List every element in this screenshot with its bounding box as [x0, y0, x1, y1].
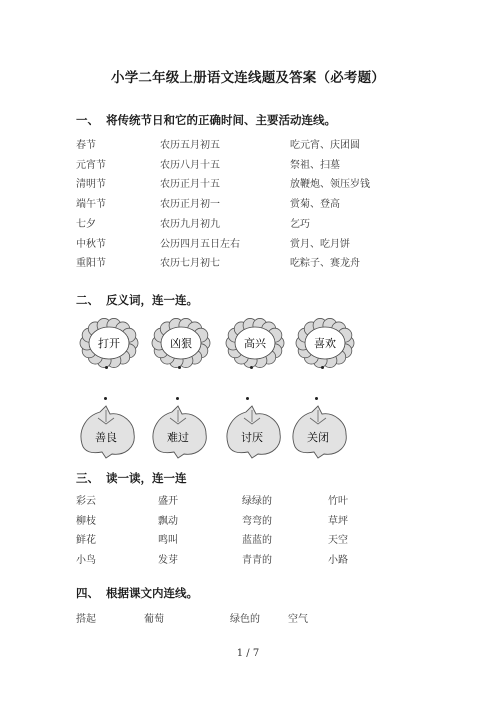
word-cell: 彩云 — [76, 496, 96, 507]
text-cell: 空气 — [288, 614, 308, 625]
text-cell: 搭起 — [76, 614, 96, 625]
flower-word-card — [148, 316, 214, 370]
festival-cell: 赏菊、登高 — [290, 199, 340, 211]
festival-cell: 重阳节 — [76, 258, 106, 270]
word-cell: 鸣叫 — [158, 535, 178, 546]
section-3-text: 读一读，连一连 — [106, 471, 187, 485]
connect-dot[interactable] — [178, 366, 181, 369]
leaf-word-card — [148, 400, 212, 460]
text-cell: 葡萄 — [144, 614, 164, 625]
festival-cell: 吃元宵、庆团圆 — [290, 140, 360, 151]
page-title: 小学二年级上册语文连线题及答案（必考题） — [111, 70, 385, 86]
word-cell: 蓝蓝的 — [242, 535, 272, 546]
leaf-word: 讨厌 — [241, 431, 263, 444]
section-1-heading — [76, 112, 336, 128]
festival-cell: 农历八月十五 — [160, 159, 220, 171]
word-cell: 盛开 — [158, 496, 178, 507]
flower-word-card — [292, 316, 358, 370]
festival-cell: 放鞭炮、领压岁钱 — [290, 179, 370, 191]
leaf-word: 善良 — [95, 431, 117, 444]
leaf-word-card — [222, 400, 286, 460]
festival-cell: 赏月、吃月饼 — [290, 238, 350, 250]
word-cell: 小路 — [328, 554, 348, 566]
connect-dot[interactable] — [321, 366, 324, 369]
section-4-number: 四、 — [76, 586, 99, 600]
text-cell: 绿色的 — [230, 614, 260, 625]
festival-cell: 清明节 — [76, 179, 106, 191]
word-cell: 天空 — [328, 535, 348, 546]
festival-cell: 农历五月初五 — [160, 140, 220, 151]
flower-word-card — [222, 316, 288, 370]
flower-word-card — [76, 316, 142, 370]
festival-cell: 元宵节 — [76, 159, 106, 171]
section-3-number: 三、 — [76, 471, 99, 485]
flower-word: 高兴 — [244, 337, 266, 350]
festival-cell: 春节 — [76, 140, 96, 151]
leaf-word: 关闭 — [307, 431, 329, 444]
section-1-text: 将传统节日和它的正确时间、主要活动连线。 — [106, 113, 336, 127]
festival-cell: 乞巧 — [290, 218, 310, 230]
word-cell: 草坪 — [328, 515, 348, 527]
section-2-text: 反义词，连一连。 — [106, 293, 198, 307]
festival-cell: 吃粽子、赛龙舟 — [290, 258, 360, 270]
word-cell: 弯弯的 — [242, 515, 272, 527]
festival-cell: 祭祖、扫墓 — [290, 159, 340, 171]
festival-cell: 农历正月十五 — [160, 179, 220, 191]
word-cell: 竹叶 — [328, 496, 348, 507]
festival-cell: 七夕 — [76, 218, 96, 230]
festival-cell: 端午节 — [76, 199, 106, 211]
festival-cell: 农历七月初七 — [160, 258, 220, 270]
page-number: 1 / 7 — [236, 648, 260, 659]
connect-dot[interactable] — [250, 366, 253, 369]
connect-dot[interactable] — [176, 397, 179, 400]
section-3-heading — [76, 470, 187, 486]
word-cell: 发芽 — [158, 554, 178, 566]
festival-cell: 公历四月五日左右 — [160, 238, 240, 250]
section-4-text: 根据课文内连线。 — [106, 586, 198, 600]
word-cell: 鲜花 — [76, 535, 96, 546]
word-cell: 柳枝 — [76, 515, 96, 527]
flower-word: 喜欢 — [314, 337, 336, 350]
festival-cell: 农历九月初九 — [160, 218, 220, 230]
connect-dot[interactable] — [315, 397, 318, 400]
leaf-word-card — [288, 400, 352, 460]
connect-dot[interactable] — [104, 397, 107, 400]
word-cell: 绿绿的 — [242, 496, 272, 507]
section-2-number: 二、 — [76, 293, 99, 307]
section-1-number: 一、 — [76, 113, 99, 127]
section-4-heading — [76, 585, 198, 601]
connect-dot[interactable] — [246, 397, 249, 400]
word-cell: 小鸟 — [76, 554, 96, 566]
connect-dot[interactable] — [105, 366, 108, 369]
festival-cell: 农历正月初一 — [160, 199, 220, 211]
festival-cell: 中秋节 — [76, 238, 106, 250]
word-cell: 青青的 — [242, 554, 272, 566]
leaf-word-card — [76, 400, 140, 460]
flower-word: 打开 — [98, 337, 120, 350]
flower-word: 凶狠 — [170, 337, 192, 350]
word-cell: 飘动 — [158, 515, 178, 527]
leaf-word: 难过 — [167, 431, 189, 444]
section-2-heading — [76, 292, 198, 308]
